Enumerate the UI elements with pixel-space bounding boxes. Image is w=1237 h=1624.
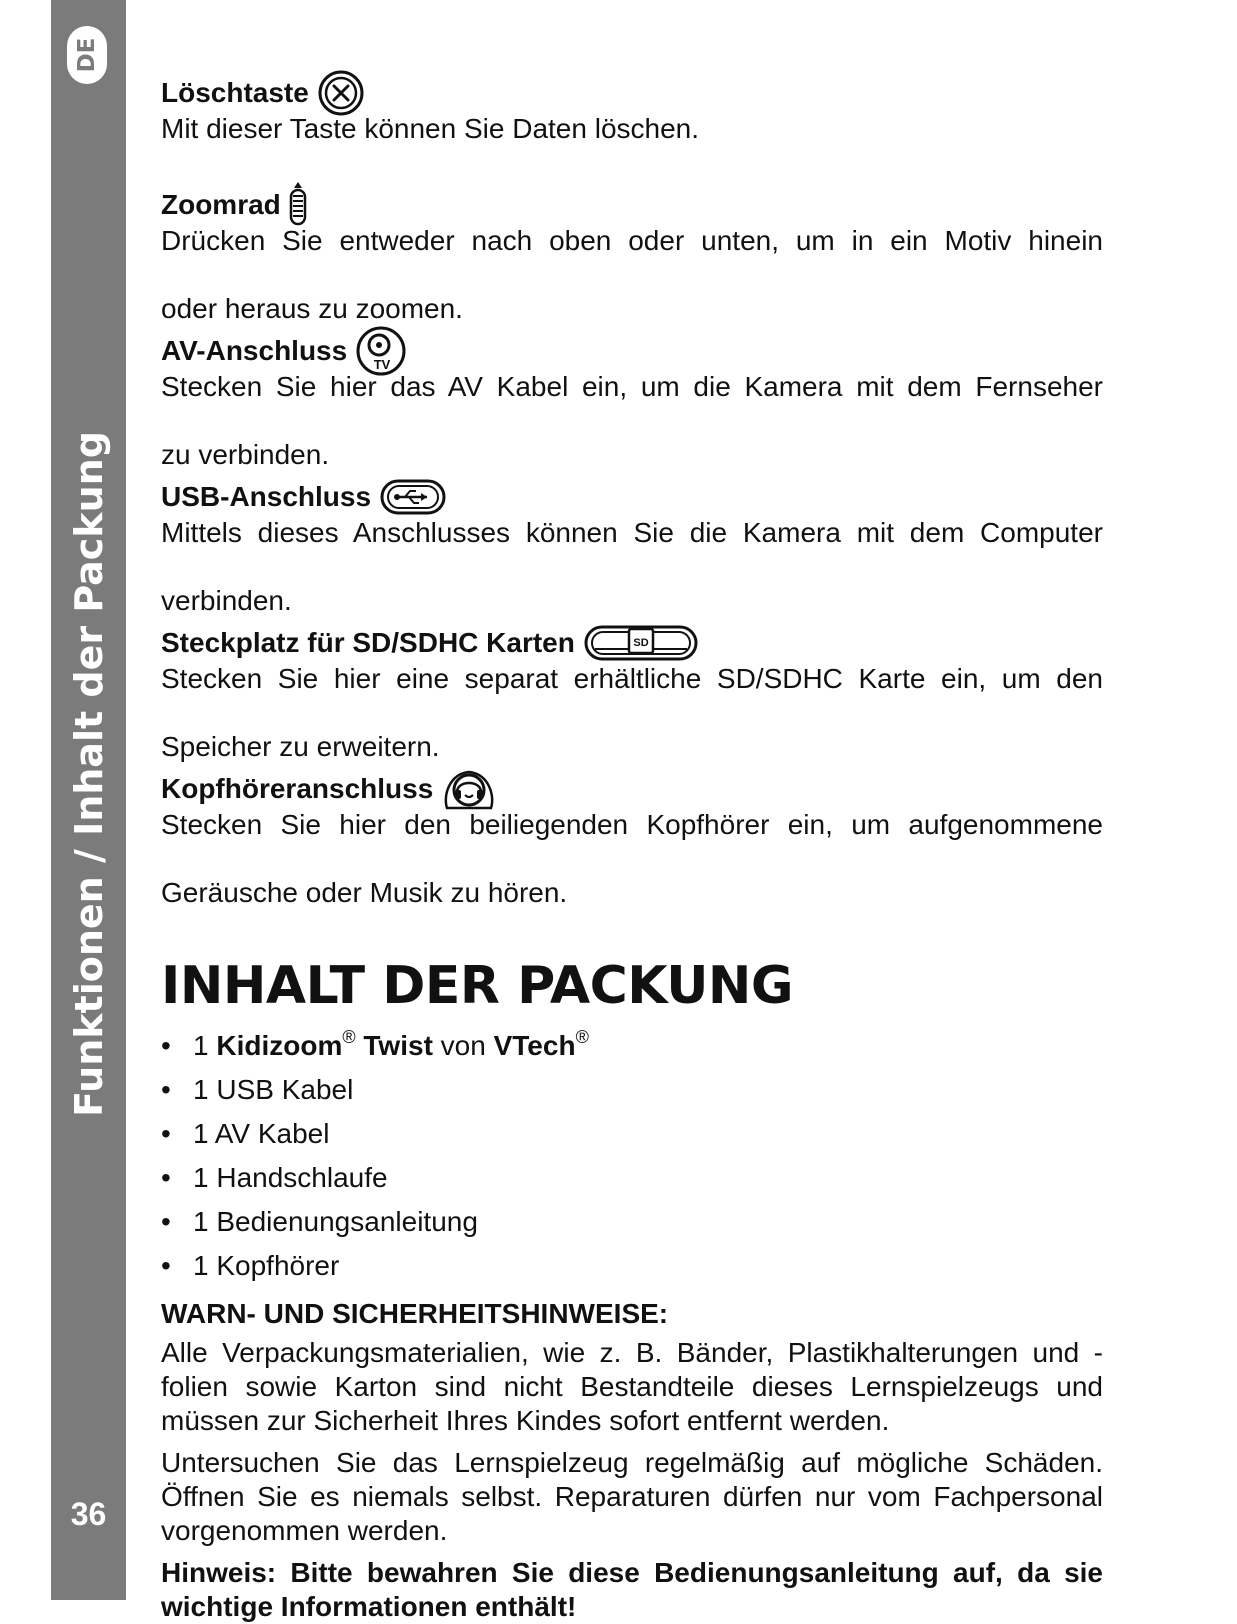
feature-title: Zoomrad: [161, 189, 281, 220]
list-item: • 1 Kidizoom® Twist von VTech®: [161, 1024, 1103, 1068]
feature-zoom: [161, 186, 1103, 326]
list-item: • 1 Kopfhörer: [161, 1244, 1103, 1288]
language-code: DE: [74, 37, 100, 73]
headphone-icon: [441, 766, 497, 812]
zoom-wheel-icon: [283, 180, 313, 230]
feature-description-cont: Speicher zu erweitern.: [161, 731, 440, 762]
feature-description-cont: Geräusche oder Musik zu hören.: [161, 877, 568, 908]
feature-sd-slot: [161, 624, 1103, 764]
feature-av: [161, 332, 1103, 472]
feature-title: Kopfhöreranschluss: [161, 773, 434, 804]
section-title-vertical: Funktionen / Inhalt der Packung: [67, 431, 111, 1117]
note-text: Hinweis: Bitte bewahren Sie diese Bedienungsanleitung auf, da sie wichtige Informationen enthält!: [161, 1557, 1103, 1622]
contents-list: [161, 1024, 1103, 1288]
warning-paragraph: Untersuchen Sie das Lernspielzeug regelmäßig auf mögliche Schäden. Öffnen Sie es niemals selbst. Reparaturen dürfen nur vom Fachpersonal vorgenommen werden.: [161, 1447, 1103, 1546]
list-item: • 1 Bedienungsanleitung: [161, 1200, 1103, 1244]
feature-title: Steckplatz für SD/SDHC Karten: [161, 627, 575, 658]
language-badge: [67, 26, 107, 84]
usb-icon: [379, 477, 447, 517]
feature-description: Stecken Sie hier das AV Kabel ein, um die Kamera mit dem Fernseher: [161, 371, 1103, 402]
sd-card-slot-icon: [583, 623, 699, 663]
feature-headphone: [161, 770, 1103, 910]
feature-description-cont: oder heraus zu zoomen.: [161, 293, 463, 324]
feature-title: AV-Anschluss: [161, 335, 348, 366]
warnings-title: WARN- UND SICHERHEITSHINWEISE:: [161, 1298, 669, 1329]
svg-text:TV: TV: [373, 357, 391, 372]
feature-description: Mit dieser Taste können Sie Daten löschen.: [161, 113, 700, 144]
feature-description-cont: verbinden.: [161, 585, 292, 616]
feature-title: USB-Anschluss: [161, 481, 372, 512]
warning-paragraph: Alle Verpackungsmaterialien, wie z. B. Bänder, Plastikhalterungen und -folien sowie Karton sind nicht Bestandteile dieses Lernspielzeugs und müssen zur Sicherheit Ihres Kindes sofort entfernt werden.: [161, 1337, 1103, 1436]
feature-description-cont: zu verbinden.: [161, 439, 330, 470]
list-item: • 1 AV Kabel: [161, 1112, 1103, 1156]
feature-description: Stecken Sie hier eine separat erhältliche SD/SDHC Karte ein, um den: [161, 663, 1103, 694]
feature-description: Stecken Sie hier den beiliegenden Kopfhörer ein, um aufgenommene: [161, 809, 1103, 840]
feature-title: Löschtaste: [161, 77, 309, 108]
list-item: • 1 USB Kabel: [161, 1068, 1103, 1112]
page-content: [161, 74, 1103, 1624]
feature-delete: [161, 74, 1103, 180]
page-number: 36: [70, 1496, 107, 1532]
feature-description: Mittels dieses Anschlusses können Sie die Kamera mit dem Computer: [161, 517, 1103, 548]
delete-x-icon: [317, 69, 365, 117]
list-item: • 1 Handschlaufe: [161, 1156, 1103, 1200]
feature-description: Drücken Sie entweder nach oben oder unten, um in ein Motiv hinein: [161, 225, 1103, 256]
feature-usb: [161, 478, 1103, 618]
contents-title: INHALT DER PACKUNG: [161, 956, 794, 1016]
sd-label: SD: [633, 637, 649, 649]
